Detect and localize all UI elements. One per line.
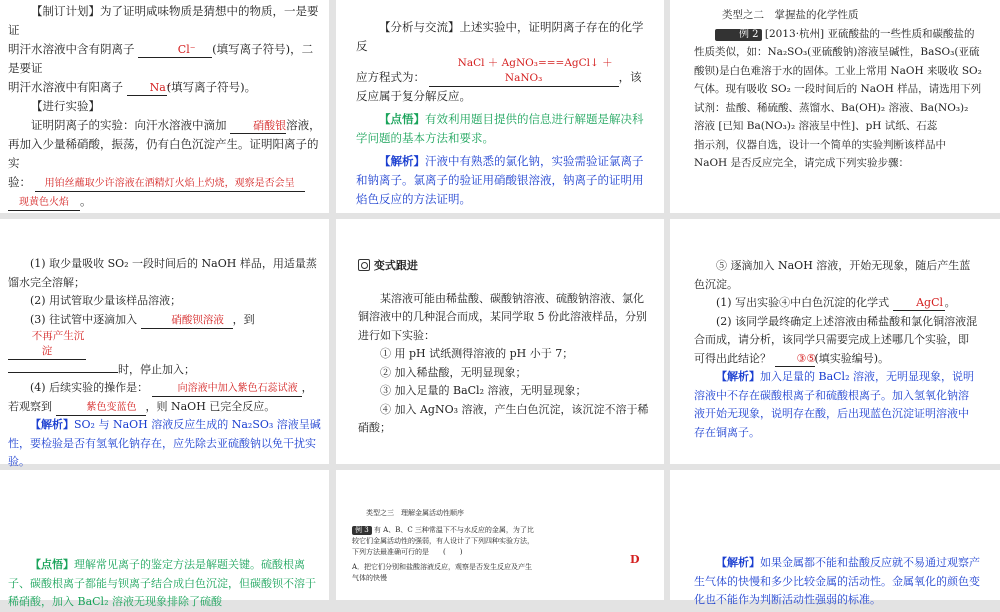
slide-1[interactable]: [0, 0, 329, 213]
slide-3[interactable]: [670, 0, 1000, 213]
slide-5-problem: 某溶液可能由稀盐酸、碳酸钠溶液、硫酸钠溶液、氯化铜溶液中的几种混合而成，某同学取 5 份此溶液样品，分别进行如下实验：: [358, 291, 647, 342]
answer-blank: NaCl ＋ AgNO₃===AgCl↓ ＋ NaNO₃: [429, 56, 619, 87]
slide-4-explanation: 【解析】SO₂ 与 NaOH 溶液反应生成的 Na₂SO₃ 溶液呈碱性，要检验是否有氢氧化钠存在，应先除去亚硫酸钠以免干扰实验。: [8, 418, 321, 468]
answer-blank: 向溶液中加入紫色石蕊试液: [152, 381, 302, 397]
slide-8-title: 类型之三 理解金属活动性顺序: [366, 509, 464, 517]
slide-4[interactable]: [0, 219, 329, 468]
example-badge: 例 3: [352, 526, 372, 535]
magnifier-icon: [358, 259, 370, 271]
answer-blank: 用铂丝蘸取少许溶液在酒精灯火焰上灼烧，观察是否会呈: [35, 176, 305, 192]
slide-5-item: ④ 加入 AgNO₃ 溶液，产生白色沉淀，该沉淀不溶于稀硝酸；: [358, 402, 649, 434]
slide-2-insight: 【点悟】有效利用题目提供的信息进行解题是解决科学问题的基本方法和要求。: [356, 112, 644, 145]
slide-1-plan: 【制订计划】为了证明咸味物质是猜想中的物质，一是要证 明汗水溶液中含有阴离子 Cl⁻ (填写离子符号)，二是要证 明汗水溶液中有阳离子 Na⁺(填写离子符号)。: [8, 4, 319, 94]
slide-4-step-2: (2) 用试管取少量该样品溶液；: [30, 294, 182, 307]
slide-1-experiment-heading: 【进行实验】: [31, 99, 100, 113]
answer-blank: Na⁺: [127, 80, 167, 96]
slide-5-item: ③ 加入足量的 BaCl₂ 溶液，无明显现象；: [380, 384, 587, 397]
slide-1-experiment: 证明阴离子的实验：向汗水溶液中滴加 硝酸银溶液，: [31, 118, 321, 132]
slide-9-explanation: 【解析】如果金属都不能和盐酸反应就不易通过观察产生气体的快慢和多少比较金属的活动性。金属氧化的颜色变化也不能作为判断活动性强弱的标准。: [694, 556, 980, 606]
slide-4-step-4: (4) 后续实验的操作是： 向溶液中加入紫色石蕊试液 ，若观察到 紫色变蓝色 ，则 NaOH 已完全反应。: [8, 379, 321, 416]
slide-8-option-a: A．把它们分别和盐酸溶液反应，观察是否发生反应及产生气体的快慢: [352, 563, 533, 582]
slide-6-question-2: (2) 该同学最终确定上述溶液由稀盐酸和氯化铜溶液混合而成，请分析，该同学只需要完成上述哪几个实验，即可得出此结论？ ③⑤(填实验编号)。: [694, 314, 978, 365]
slide-6[interactable]: [670, 219, 1000, 464]
answer-blank: 硝酸银: [230, 118, 286, 134]
slide-5-title: 变式跟进: [358, 257, 654, 276]
slide-2-explanation: 【解析】汗液中有熟悉的氯化钠，实验需验证氯离子和钠离子。氯离子的验证用硝酸银溶液，钠离子的证明用焰色反应的方法证明。: [356, 154, 644, 206]
slide-8-problem: 例 3 有 A、B、C 三种常温下不与水反应的金属，为了比较它们金属活动性的强弱，有人设计了下列四种实验方法，下列方法最准确可行的是 ( ): [352, 526, 534, 556]
slide-8[interactable]: [336, 470, 664, 600]
answer-blank: 硝酸钡溶液: [141, 313, 233, 329]
answer-blank: AgCl: [893, 295, 945, 311]
example-badge: 例 2: [715, 29, 762, 41]
slide-7-insight: 【点悟】理解常见离子的鉴定方法是解题关键。硫酸根离子、碳酸根离子都能与钡离子结合成白色沉淀，但碳酸钡不溶于稀硝酸，加入 BaCl₂ 溶液无现象排除了硫酸: [8, 558, 316, 608]
slide-3-title: 类型之二 掌握盐的化学性质: [722, 9, 859, 21]
answer-blank-empty: [8, 372, 118, 373]
slide-5-item: ① 用 pH 试纸测得溶液的 pH 小于 7；: [380, 347, 574, 360]
slide-6-question-1: (1) 写出实验④中白色沉淀的化学式 AgCl 。: [716, 296, 956, 309]
slide-2-analysis: 【分析与交流】上述实验中，证明阴离子存在的化学反 应方程式为： NaCl ＋ AgNO₃===AgCl↓ ＋ NaNO₃ ，该 反应属于复分解反应。: [356, 20, 644, 103]
answer-blank: 不再产生沉淀: [8, 329, 86, 360]
answer-blank: Cl⁻: [138, 42, 212, 58]
answer-blank: ③⑤: [775, 351, 815, 367]
slide-6-item-5: ⑤ 逐滴加入 NaOH 溶液，开始无现象，随后产生蓝色沉淀。: [694, 259, 971, 291]
slide-5-item: ② 加入稀盐酸，无明显现象；: [380, 365, 527, 379]
slide-8-answer: D: [630, 553, 640, 566]
slide-9[interactable]: [670, 470, 1000, 606]
slide-1-experiment-cont: 再加入少量稀硝酸，振荡，仍有白色沉淀产生。证明阳离子的实 验： 用铂丝蘸取少许溶液在酒精灯火焰上灼烧，观察是否会呈 现黄色火焰 。: [8, 135, 321, 211]
slide-3-problem: 例 2 [2013·杭州] 亚硫酸盐的一些性质和碳酸盐的性质类似，如：Na₂SO₃(亚硫酸钠)溶液呈碱性，BaSO₃(亚硫酸钡)是白色难溶于水的固体。工业上常用 NaOH 来吸收 SO₂ 气体。现有吸收 SO₂ 一段时间后的 NaOH 样品，请选用下列试剂：盐酸、稀硫酸、蒸馏水、Ba(OH)₂ 溶液、Ba(NO₃)₂ 溶液 [已知 Ba(NO₃)₂ 溶液呈中性]、pH 试纸、石蕊: [694, 27, 982, 132]
slide-5[interactable]: [336, 219, 664, 464]
slide-7[interactable]: [0, 470, 329, 608]
slide-2[interactable]: [336, 0, 664, 213]
slide-4-step-1: (1) 取少量吸收 SO₂ 一段时间后的 NaOH 样品，用适量蒸馏水完全溶解；: [8, 257, 317, 289]
answer-blank: 紫色变蓝色: [56, 400, 146, 416]
slide-4-step-3: (3) 往试管中逐滴加入 硝酸钡溶液 ，到 不再产生沉淀 时，停止加入；: [8, 311, 321, 380]
slide-6-explanation: 【解析】加入足量的 BaCl₂ 溶液，无明显现象，说明溶液中不存在碳酸根离子和硫酸根离子。加入氢氧化钠溶液开始无现象，说明存在酸，后出现蓝色沉淀证明溶液中存在铜离子。: [694, 370, 974, 439]
answer-blank: 现黄色火焰: [8, 195, 80, 211]
slide-3-problem-cont: 指示剂，仪器自选，设计一个简单的实验判断该样品中 NaOH 是否反应完全，请完成下列实验步骤：: [694, 138, 946, 169]
